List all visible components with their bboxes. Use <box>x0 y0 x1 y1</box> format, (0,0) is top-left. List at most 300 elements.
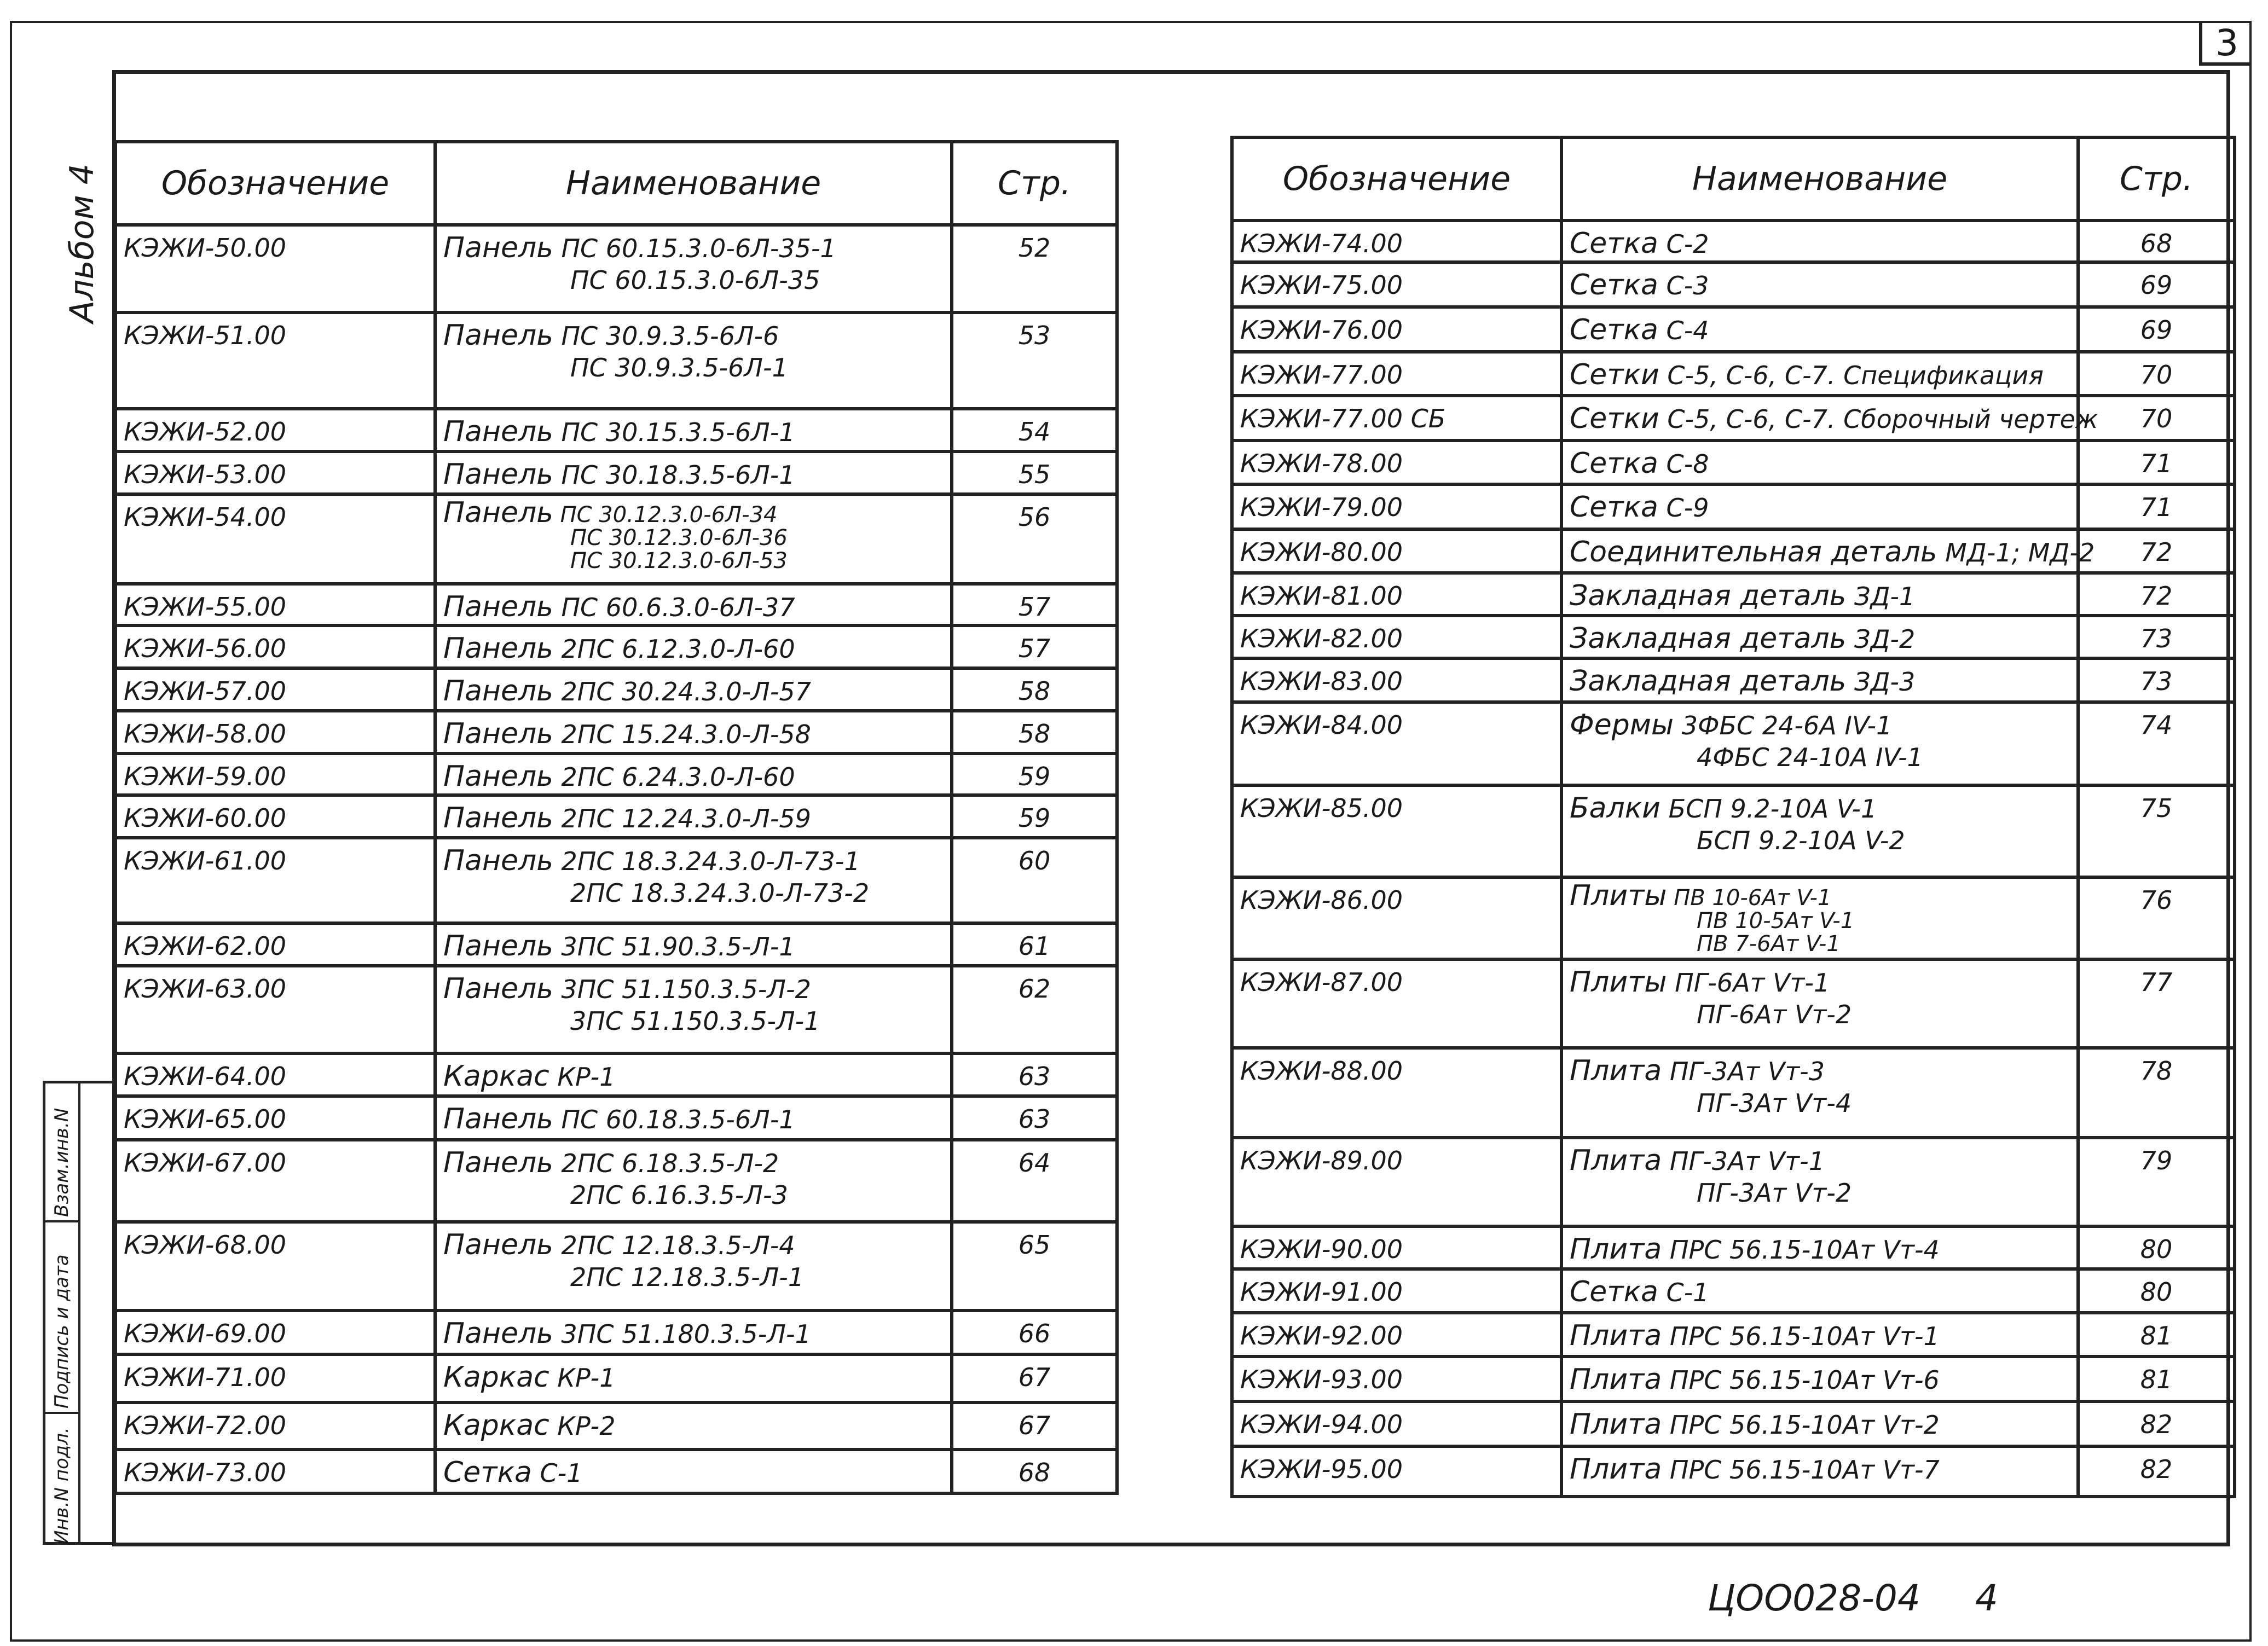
row-code: КЭЖИ-94.00 <box>1232 1401 1561 1446</box>
row-page: 71 <box>2078 441 2235 484</box>
doc-page: 4 <box>1975 1577 1998 1619</box>
row-item-type: Сетка <box>1570 1276 1658 1308</box>
row-name <box>435 451 952 494</box>
row-name-line <box>443 1179 944 1211</box>
row-item-type: Панель <box>443 1228 553 1261</box>
row-item-type: Панель <box>443 1103 553 1135</box>
row-name <box>1561 1048 2078 1138</box>
row-code: КЭЖИ-63.00 <box>115 966 435 1053</box>
row-item-mark: 2ПС 12.18.3.5-Л-1 <box>570 1262 805 1292</box>
row-item-type: Панель <box>443 496 553 529</box>
table-row <box>115 1450 1117 1493</box>
row-item-mark: МД-1; МД-2 <box>1945 538 2095 567</box>
header-code: Обозначение <box>1232 137 1561 221</box>
table-row <box>1232 441 2235 484</box>
row-name <box>1561 1446 2078 1497</box>
table-row <box>1232 1401 2235 1446</box>
row-name-line <box>1570 741 2070 773</box>
row-item-mark: ПГ-3Ат Vт-2 <box>1697 1178 1852 1208</box>
row-item-mark: 3ПС 51.150.3.5-Л-2 <box>561 975 811 1004</box>
sheet-number: 3 <box>2199 21 2252 66</box>
row-item-mark: ПВ 7-6Ат V-1 <box>1697 931 1841 957</box>
table-row <box>115 711 1117 754</box>
row-code: КЭЖИ-59.00 <box>115 754 435 795</box>
row-code: КЭЖИ-57.00 <box>115 668 435 711</box>
table-row <box>1232 1313 2235 1357</box>
row-code: КЭЖИ-90.00 <box>1232 1226 1561 1269</box>
row-name-line <box>443 761 944 793</box>
row-name <box>435 1053 952 1096</box>
row-code: КЭЖИ-50.00 <box>115 225 435 312</box>
row-item-mark: ЗД-3 <box>1854 667 1916 697</box>
row-code: КЭЖИ-84.00 <box>1232 702 1561 785</box>
row-name <box>1561 1226 2078 1269</box>
row-item-mark: С-1 <box>540 1458 583 1488</box>
left-header-row <box>115 142 1117 225</box>
table-row <box>115 1096 1117 1140</box>
table-row <box>115 312 1117 409</box>
row-code: КЭЖИ-65.00 <box>115 1096 435 1140</box>
album-label: Альбом 4 <box>63 164 101 323</box>
row-item-mark: С-8 <box>1666 449 1709 479</box>
table-row <box>1232 959 2235 1048</box>
row-item-type: Закладная деталь <box>1570 665 1847 698</box>
table-row <box>115 584 1117 625</box>
row-item-mark: ПРС 56.15-10Ат Vт-4 <box>1669 1235 1940 1265</box>
row-item-type: Панель <box>443 458 553 491</box>
row-page: 53 <box>952 312 1117 409</box>
row-item-mark: ПРС 56.15-10Ат Vт-2 <box>1669 1410 1940 1440</box>
row-item-type: Сетки <box>1570 358 1659 391</box>
row-name-line <box>443 1457 944 1489</box>
row-name <box>435 923 952 966</box>
row-code: КЭЖИ-56.00 <box>115 625 435 668</box>
row-page: 75 <box>2078 785 2235 877</box>
row-code: КЭЖИ-85.00 <box>1232 785 1561 877</box>
row-page: 69 <box>2078 262 2235 307</box>
row-item-type: Плита <box>1570 1233 1662 1266</box>
row-item-type: Плита <box>1570 1054 1662 1087</box>
row-item-type: Балки <box>1570 792 1660 825</box>
row-page: 59 <box>952 754 1117 795</box>
row-page: 68 <box>2078 221 2235 262</box>
row-code: КЭЖИ-91.00 <box>1232 1269 1561 1313</box>
row-code: КЭЖИ-67.00 <box>115 1140 435 1222</box>
row-name-line <box>443 973 944 1005</box>
row-code: КЭЖИ-69.00 <box>115 1311 435 1354</box>
row-item-mark: С-3 <box>1666 271 1709 300</box>
row-code: КЭЖИ-64.00 <box>115 1053 435 1096</box>
row-name-line <box>1570 792 2070 825</box>
row-item-mark: ПРС 56.15-10Ат Vт-1 <box>1669 1322 1940 1351</box>
row-name-line <box>1570 932 2070 955</box>
table-row <box>1232 221 2235 262</box>
row-code: КЭЖИ-86.00 <box>1232 877 1561 959</box>
row-name-line <box>1570 269 2070 302</box>
row-item-mark: С-2 <box>1666 229 1709 259</box>
row-page: 56 <box>952 494 1117 584</box>
table-row <box>1232 529 2235 573</box>
row-item-mark: ПС 30.12.3.0-6Л-36 <box>570 525 788 550</box>
row-code: КЭЖИ-77.00 <box>1232 352 1561 396</box>
row-code: КЭЖИ-68.00 <box>115 1222 435 1311</box>
row-name-line <box>1570 402 2098 435</box>
row-name <box>1561 262 2078 307</box>
row-item-type: Каркас <box>443 1361 549 1394</box>
row-code: КЭЖИ-75.00 <box>1232 262 1561 307</box>
row-page: 54 <box>952 409 1117 451</box>
table-row <box>1232 1269 2235 1313</box>
row-item-type: Соединительная деталь <box>1570 536 1937 569</box>
row-name <box>435 1450 952 1493</box>
row-item-mark: ПС 30.15.3.5-6Л-1 <box>561 418 795 447</box>
row-name-line <box>443 675 944 708</box>
row-page: 67 <box>952 1354 1117 1402</box>
row-item-mark: ПРС 56.15-10Ат Vт-7 <box>1669 1455 1940 1485</box>
row-name <box>435 711 952 754</box>
row-item-type: Панель <box>443 231 553 264</box>
row-item-mark: 3ПС 51.180.3.5-Л-1 <box>561 1319 811 1349</box>
row-item-type: Панель <box>443 415 553 448</box>
row-name <box>1561 1269 2078 1313</box>
row-name-line <box>443 1410 944 1442</box>
row-name-line <box>443 1361 944 1394</box>
row-name-line <box>443 877 944 909</box>
row-name-line <box>443 1103 944 1135</box>
row-item-mark: КР-1 <box>557 1062 616 1092</box>
row-name-line <box>1570 1087 2070 1119</box>
row-item-type: Сетка <box>1570 269 1658 302</box>
table-row <box>115 1053 1117 1096</box>
row-item-type: Плита <box>1570 1453 1662 1486</box>
row-name-line <box>443 459 944 491</box>
row-item-type: Сетка <box>1570 314 1658 346</box>
right-header-row <box>1232 137 2235 221</box>
row-item-mark: КР-1 <box>557 1363 616 1393</box>
row-name <box>1561 441 2078 484</box>
row-item-mark: 3ПС 51.90.3.5-Л-1 <box>561 932 795 961</box>
row-page: 62 <box>952 966 1117 1053</box>
row-item-mark: ПС 30.12.3.0-6Л-53 <box>570 548 788 573</box>
row-item-type: Панель <box>443 319 553 352</box>
row-name-line <box>1570 1364 2070 1396</box>
row-code: КЭЖИ-93.00 <box>1232 1357 1561 1401</box>
row-name <box>435 225 952 312</box>
row-name <box>1561 616 2078 658</box>
row-item-type: Панель <box>443 760 553 793</box>
row-item-mark: 2ПС 18.3.24.3.0-Л-73-2 <box>570 878 870 908</box>
row-code: КЭЖИ-95.00 <box>1232 1446 1561 1497</box>
row-item-type: Плита <box>1570 1319 1662 1352</box>
row-code: КЭЖИ-54.00 <box>115 494 435 584</box>
row-item-type: Панель <box>443 590 553 623</box>
row-name-line <box>1570 709 2070 741</box>
row-page: 63 <box>952 1053 1117 1096</box>
table-row <box>115 1140 1117 1222</box>
row-name-line <box>443 633 944 665</box>
row-code: КЭЖИ-51.00 <box>115 312 435 409</box>
row-name-line <box>1570 879 2070 912</box>
row-item-mark: ЗД-2 <box>1854 624 1916 654</box>
row-page: 78 <box>2078 1048 2235 1138</box>
header-page: Стр. <box>952 142 1117 225</box>
row-page: 58 <box>952 668 1117 711</box>
row-item-mark: С-9 <box>1666 493 1709 523</box>
row-item-mark: С-5, С-6, С-7. Спецификация <box>1667 361 2044 390</box>
row-item-mark: 2ПС 12.18.3.5-Л-4 <box>561 1231 795 1260</box>
row-item-mark: ПГ-3Ат Vт-4 <box>1697 1088 1852 1118</box>
doc-code: ЦОО028-04 <box>1708 1577 1920 1619</box>
row-name-line <box>1570 228 2070 260</box>
table-row <box>115 668 1117 711</box>
row-page: 82 <box>2078 1401 2235 1446</box>
row-item-mark: 3ФБС 24-6А IV-1 <box>1681 711 1893 740</box>
row-name <box>1561 1357 2078 1401</box>
row-item-type: Сетка <box>1570 447 1658 480</box>
row-item-mark: ПС 30.9.3.5-6Л-6 <box>561 321 779 351</box>
row-item-type: Плита <box>1570 1144 1662 1177</box>
document-code <box>1708 1577 1998 1619</box>
row-code: КЭЖИ-76.00 <box>1232 307 1561 352</box>
table-row <box>115 451 1117 494</box>
row-name <box>435 1311 952 1354</box>
row-item-mark: ПВ 10-5Ат V-1 <box>1697 908 1855 934</box>
row-name <box>1561 1401 2078 1446</box>
header-code: Обозначение <box>115 142 435 225</box>
row-name-line <box>1570 314 2070 346</box>
row-code: КЭЖИ-62.00 <box>115 923 435 966</box>
row-page: 65 <box>952 1222 1117 1311</box>
table-row <box>115 795 1117 838</box>
row-name <box>1561 658 2078 702</box>
row-page: 77 <box>2078 959 2235 1048</box>
table-row <box>115 923 1117 966</box>
row-page: 79 <box>2078 1138 2235 1226</box>
row-name-line <box>1570 448 2070 480</box>
row-code: КЭЖИ-52.00 <box>115 409 435 451</box>
table-row <box>115 754 1117 795</box>
row-item-mark: ПС 30.9.3.5-6Л-1 <box>570 353 788 382</box>
row-page: 61 <box>952 923 1117 966</box>
row-item-type: Плита <box>1570 1363 1662 1396</box>
row-page: 81 <box>2078 1357 2235 1401</box>
row-code: КЭЖИ-89.00 <box>1232 1138 1561 1226</box>
row-item-type: Плита <box>1570 1408 1662 1441</box>
row-item-mark: ПС 60.15.3.0-6Л-35-1 <box>561 234 836 263</box>
row-name-line <box>1570 491 2070 524</box>
row-item-type: Панель <box>443 844 553 877</box>
row-item-type: Панель <box>443 1317 553 1350</box>
row-name-line <box>1570 1320 2070 1352</box>
header-page: Стр. <box>2078 137 2235 221</box>
row-code: КЭЖИ-88.00 <box>1232 1048 1561 1138</box>
row-name-line <box>1570 999 2070 1030</box>
row-item-mark: ПГ-3Ат Vт-3 <box>1669 1057 1825 1086</box>
row-page: 57 <box>952 625 1117 668</box>
row-page: 57 <box>952 584 1117 625</box>
row-item-mark: ПС 60.15.3.0-6Л-35 <box>570 265 820 295</box>
row-name <box>435 1354 952 1402</box>
row-name-line <box>443 802 944 834</box>
row-page: 63 <box>952 1096 1117 1140</box>
row-item-mark: С-4 <box>1666 316 1709 345</box>
row-item-mark: 2ПС 30.24.3.0-Л-57 <box>561 677 811 706</box>
row-item-mark: С-1 <box>1666 1278 1709 1307</box>
row-name-line <box>443 930 944 963</box>
row-page: 80 <box>2078 1269 2235 1313</box>
row-page: 71 <box>2078 484 2235 529</box>
row-name-line <box>1570 1145 2070 1177</box>
row-page: 72 <box>2078 573 2235 616</box>
row-item-mark: ЗД-1 <box>1854 582 1916 611</box>
row-name-line <box>443 549 944 572</box>
row-code: КЭЖИ-60.00 <box>115 795 435 838</box>
right-spec-table <box>1230 136 2236 1498</box>
row-name-line <box>1570 665 2070 698</box>
row-page: 80 <box>2078 1226 2235 1269</box>
row-code: КЭЖИ-78.00 <box>1232 441 1561 484</box>
row-name-line <box>443 232 944 264</box>
row-name <box>435 1140 952 1222</box>
row-item-mark: ПС 30.12.3.0-6Л-34 <box>560 502 778 528</box>
stamp-field-replace: Взам.инв.N <box>51 1108 73 1217</box>
table-row <box>1232 1048 2235 1138</box>
row-item-mark: БСП 9.2-10А V-1 <box>1668 794 1877 824</box>
row-item-mark: ПС 60.6.3.0-6Л-37 <box>561 593 795 622</box>
row-code: КЭЖИ-79.00 <box>1232 484 1561 529</box>
row-page: 70 <box>2078 396 2235 441</box>
row-code: КЭЖИ-82.00 <box>1232 616 1561 658</box>
header-name: Наименование <box>435 142 952 225</box>
row-page: 66 <box>952 1311 1117 1354</box>
row-item-mark: ПС 30.18.3.5-6Л-1 <box>561 460 795 490</box>
row-name <box>1561 1138 2078 1226</box>
row-item-type: Закладная деталь <box>1570 579 1847 612</box>
row-name-line <box>443 1005 944 1037</box>
row-name-line <box>1570 966 2070 999</box>
table-row <box>1232 1138 2235 1226</box>
row-name <box>435 1402 952 1450</box>
row-item-type: Панель <box>443 717 553 750</box>
row-code: КЭЖИ-71.00 <box>115 1354 435 1402</box>
row-name-line <box>443 264 944 296</box>
row-page: 64 <box>952 1140 1117 1222</box>
row-item-mark: 2ПС 6.24.3.0-Л-60 <box>561 762 795 792</box>
row-page: 69 <box>2078 307 2235 352</box>
row-item-type: Каркас <box>443 1060 549 1093</box>
row-name <box>1561 307 2078 352</box>
row-item-mark: 3ПС 51.150.3.5-Л-1 <box>570 1006 820 1036</box>
row-name-line <box>443 1060 944 1093</box>
header-name: Наименование <box>1561 137 2078 221</box>
row-page: 82 <box>2078 1446 2235 1497</box>
table-row <box>1232 702 2235 785</box>
row-name <box>435 409 952 451</box>
row-name <box>435 494 952 584</box>
row-page: 67 <box>952 1402 1117 1450</box>
table-row <box>1232 1226 2235 1269</box>
row-code: КЭЖИ-87.00 <box>1232 959 1561 1048</box>
row-name-line <box>443 1261 944 1293</box>
row-name <box>435 312 952 409</box>
row-page: 68 <box>952 1450 1117 1493</box>
row-item-mark: КР-2 <box>557 1411 616 1441</box>
row-code: КЭЖИ-61.00 <box>115 838 435 923</box>
row-name-line <box>1570 1409 2070 1441</box>
table-row <box>115 1222 1117 1311</box>
row-name <box>1561 529 2095 573</box>
stamp-field-inv: Инв.N подл. <box>45 1412 78 1548</box>
table-row <box>1232 658 2235 702</box>
row-code: КЭЖИ-92.00 <box>1232 1313 1561 1357</box>
table-row <box>1232 1446 2235 1497</box>
row-name-line <box>443 526 944 549</box>
row-page: 72 <box>2078 529 2235 573</box>
row-name-line <box>443 845 944 877</box>
row-name-line <box>1570 580 2070 612</box>
row-item-mark: 2ПС 12.24.3.0-Л-59 <box>561 804 811 833</box>
table-row <box>1232 396 2235 441</box>
table-row <box>1232 262 2235 307</box>
row-item-type: Сетка <box>1570 491 1658 524</box>
row-item-type: Плиты <box>1570 879 1667 912</box>
row-item-mark: 2ПС 6.12.3.0-Л-60 <box>561 634 795 664</box>
row-item-mark: ПГ-6Ат Vт-1 <box>1675 968 1830 998</box>
row-code: КЭЖИ-55.00 <box>115 584 435 625</box>
row-name <box>1561 573 2078 616</box>
row-name-line <box>1570 1276 2070 1308</box>
row-name-line <box>443 1229 944 1261</box>
table-row <box>1232 616 2235 658</box>
row-name-line <box>443 416 944 448</box>
table-row <box>115 1402 1117 1450</box>
row-name-line <box>1570 536 2095 569</box>
table-row <box>1232 877 2235 959</box>
row-item-type: Фермы <box>1570 709 1674 741</box>
row-page: 52 <box>952 225 1117 312</box>
table-row <box>1232 1357 2235 1401</box>
row-name <box>1561 785 2078 877</box>
row-item-type: Закладная деталь <box>1570 622 1847 655</box>
row-name <box>1561 221 2078 262</box>
row-code: КЭЖИ-58.00 <box>115 711 435 754</box>
row-name-line <box>1570 1177 2070 1209</box>
row-item-mark: С-5, С-6, С-7. Сборочный чертеж <box>1667 404 2098 434</box>
row-code: КЭЖИ-81.00 <box>1232 573 1561 616</box>
row-page: 76 <box>2078 877 2235 959</box>
table-row <box>1232 307 2235 352</box>
row-name <box>435 754 952 795</box>
row-item-type: Панель <box>443 632 553 665</box>
row-item-type: Каркас <box>443 1409 549 1442</box>
row-page: 55 <box>952 451 1117 494</box>
row-name-line <box>1570 825 2070 856</box>
row-name-line <box>1570 1233 2070 1266</box>
table-row <box>1232 785 2235 877</box>
row-name-line <box>443 352 944 384</box>
table-row <box>115 494 1117 584</box>
row-item-type: Плиты <box>1570 966 1667 999</box>
table-row <box>115 225 1117 312</box>
stamp-field-signature: Подпись и дата <box>45 1220 78 1412</box>
row-item-mark: ПВ 10-6Ат V-1 <box>1674 885 1832 911</box>
table-row <box>115 625 1117 668</box>
row-code: КЭЖИ-53.00 <box>115 451 435 494</box>
table-row <box>115 409 1117 451</box>
row-item-mark: БСП 9.2-10А V-2 <box>1697 826 1905 855</box>
row-name <box>1561 702 2078 785</box>
row-name <box>435 966 952 1053</box>
